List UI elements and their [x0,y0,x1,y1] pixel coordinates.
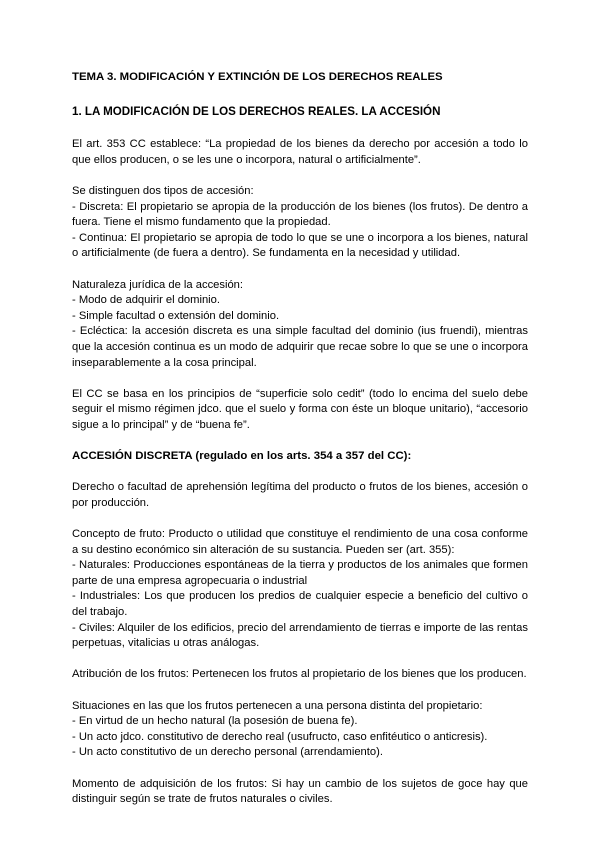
list-item: - Un acto constitutivo de un derecho personal (arrendamiento). [72,746,383,759]
situaciones-intro: Situaciones en las que los frutos pertenecen a una persona distinta del propietario: [72,699,483,712]
tipos-accesion-block [72,184,528,262]
list-item: - En virtud de un hecho natural (la posesión de buena fe). [72,715,358,728]
paragraph-principios: El CC se basa en los principios de “superficie solo cedit” (todo lo encima del suelo debe seguir el mismo régimen jdco. que el suelo y forma con éste un bloque unitario), “accesorio sigue a lo principal” y de “buena fe”. [72,387,528,431]
section-heading-accesion-discreta: ACCESIÓN DISCRETA (regulado en los arts. 354 a 357 del CC): [72,450,412,463]
list-item: - Un acto jdco. constitutivo de derecho real (usufructo, caso enfitéutico o anticresis). [72,730,488,743]
document-title: TEMA 3. MODIFICACIÓN Y EXTINCIÓN DE LOS DERECHOS REALES [72,71,443,83]
concepto-fruto-block [72,527,528,652]
paragraph-art-353: El art. 353 CC establece: “La propiedad de los bienes da derecho por accesión a todo lo que ellos producen, o se les une o incorpora, natural o artificialmente”. [72,138,528,166]
list-item: - Continua: El propietario se apropia de todo lo que se une o incorpora a los bienes, natural o artificialmente (de fuera a dentro). Se fundamenta en la necesidad y utilidad. [72,231,528,260]
list-item: - Industriales: Los que producen los predios de cualquier especie a beneficio del cultivo o del trabajo. [72,590,528,618]
tipos-intro: Se distinguen dos tipos de accesión: [72,184,254,197]
section-heading-modificacion: 1. LA MODIFICACIÓN DE LOS DERECHOS REALES. LA ACCESIÓN [72,104,441,118]
paragraph-momento: Momento de adquisición de los frutos: Si hay un cambio de los sujetos de goce hay que distinguir según se trate de frutos naturales o civiles. [72,777,528,806]
list-item: - Civiles: Alquiler de los edificios, precio del arrendamiento de tierras e importe de las rentas perpetuas, vitalicias u otras análogas. [72,621,528,650]
list-item: - Simple facultad o extensión del dominio. [72,309,280,322]
paragraph-derecho: Derecho o facultad de aprehensión legítima del producto o frutos de los bienes, accesión o por producción. [72,481,528,509]
paragraph-atribucion: Atribución de los frutos: Pertenecen los frutos al propietario de los bienes que los producen. [72,668,527,681]
situaciones-block [72,699,528,761]
list-item: - Ecléctica: la accesión discreta es una simple facultad del dominio (ius fruendi), mientras que la accesión continua es un modo de adquirir que recae sobre lo que se une o incorpora inseparablemente a la cosa principal. [72,325,528,369]
naturaleza-intro: Naturaleza jurídica de la accesión: [72,278,244,291]
fruto-intro: Concepto de fruto: Producto o utilidad que constituye el rendimiento de una cosa conforme a su destino económico sin alteración de su sustancia. Pueden ser (art. 355): [72,528,528,556]
document-page [72,70,528,808]
list-item: - Modo de adquirir el dominio. [72,294,220,307]
naturaleza-juridica-block [72,278,528,372]
list-item: - Discreta: El propietario se apropia de la producción de los bienes (los frutos). De dentro a fuera. Tiene el mismo fundamento que la propiedad. [72,200,528,229]
list-item: - Naturales: Producciones espontáneas de la tierra y productos de los animales que formen parte de una empresa agropecuaria o industrial [72,559,528,587]
